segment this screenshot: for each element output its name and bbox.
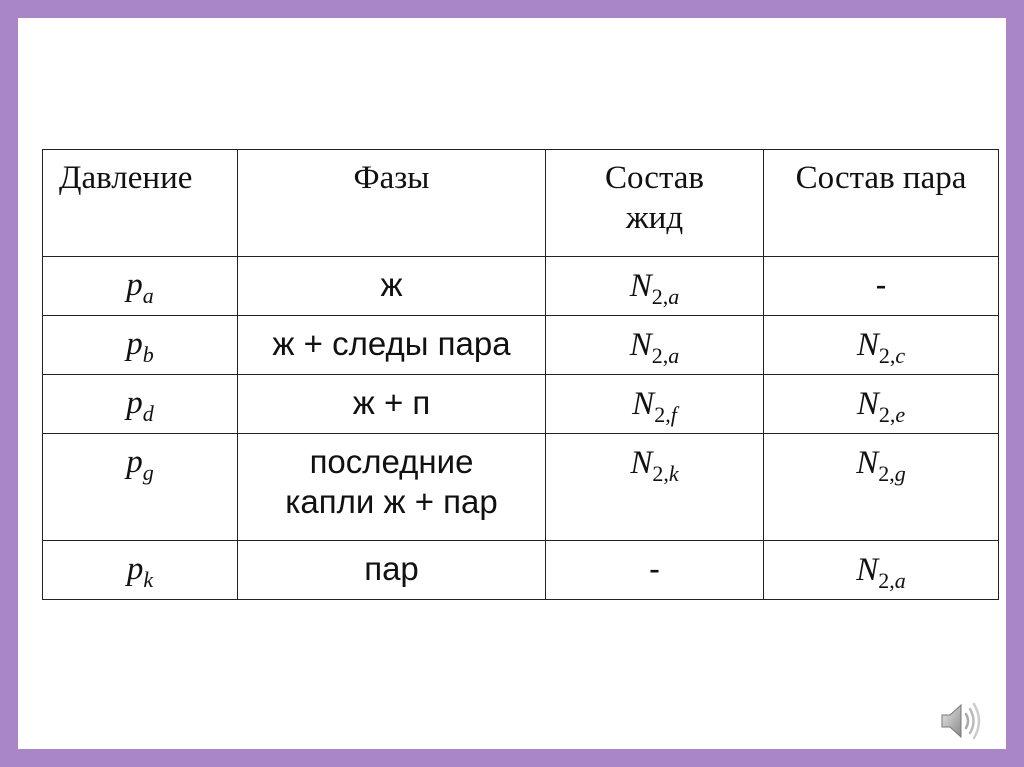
vapor-composition-cell: $N_{2,a}$ [764,541,999,600]
header-vapor-composition: Состав пара [764,150,999,257]
table-row [43,375,999,434]
vapor-composition-cell: $N_{2,g}$ [764,434,999,541]
header-liquid-composition: Состав жид [546,150,764,257]
slide [18,18,1006,749]
speaker-icon[interactable] [939,700,983,742]
phases-cell: последние капли ж + пар [238,434,546,541]
pressure-cell: $p_k$ [43,541,238,600]
header-pressure: Давление [43,150,238,257]
table-row [43,257,999,316]
table-row [43,316,999,375]
table-row [43,541,999,600]
liquid-composition-cell: - [546,541,764,600]
pressure-cell: $p_a$ [43,257,238,316]
phases-cell: ж + следы пара [238,316,546,375]
pressure-cell: $p_d$ [43,375,238,434]
liquid-composition-cell: $N_{2,f}$ [546,375,764,434]
pressure-cell: $p_b$ [43,316,238,375]
phases-cell: ж [238,257,546,316]
vapor-composition-cell: $N_{2,e}$ [764,375,999,434]
phase-table [42,149,999,600]
phases-cell: пар [238,541,546,600]
vapor-composition-cell: - [764,257,999,316]
phases-cell: ж + п [238,375,546,434]
liquid-composition-cell: $N_{2,k}$ [546,434,764,541]
table-row [43,434,999,541]
header-phases: Фазы [238,150,546,257]
pressure-cell: $p_g$ [43,434,238,541]
vapor-composition-cell: $N_{2,c}$ [764,316,999,375]
liquid-composition-cell: $N_{2,a}$ [546,257,764,316]
liquid-composition-cell: $N_{2,a}$ [546,316,764,375]
table-header-row [43,150,999,257]
